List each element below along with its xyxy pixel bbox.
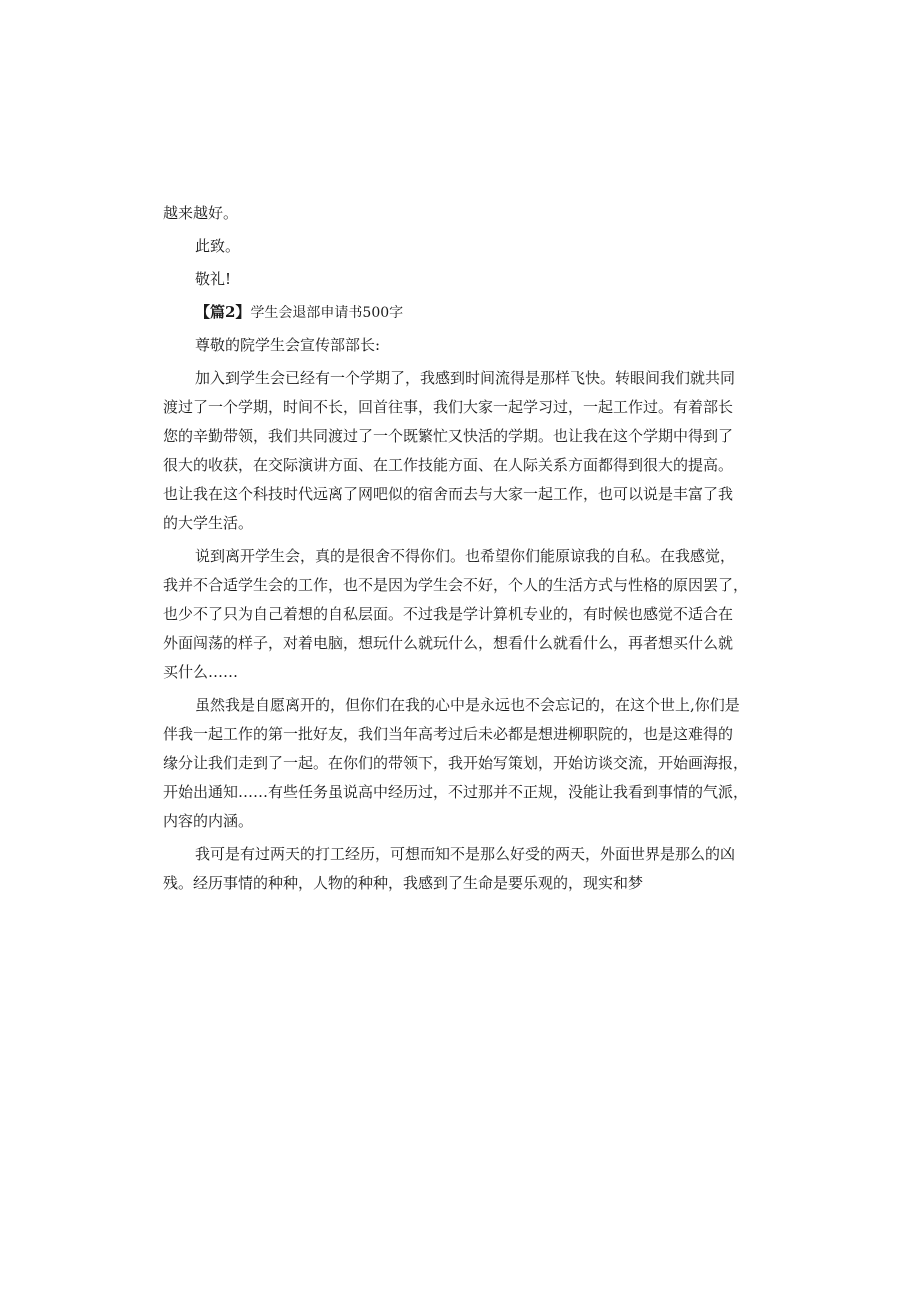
paragraph-line: 残。经历事情的种种，人物的种种，我感到了生命是要乐观的，现实和梦 <box>163 874 644 892</box>
paragraph-line: 开始出通知……有些任务虽说高中经历过，不过那并不正规，没能让我看到事情的气派， <box>163 783 749 801</box>
salutation-line: 此致。 <box>195 237 241 255</box>
salutation-line: 敬礼! <box>195 270 232 288</box>
paragraph-line: 很大的收获，在交际演讲方面、在工作技能方面、在人际关系方面都得到很大的提高。 <box>163 456 734 474</box>
closing-line: 越来越好。 <box>163 204 239 222</box>
section-title: 学生会退部申请书500字 <box>250 305 404 321</box>
paragraph-line: 加入到学生会已经有一个学期了，我感到时间流得是那样飞快。转眼间我们就共同 <box>195 369 736 387</box>
paragraph-line: 说到离开学生会，真的是很舍不得你们。也希望你们能原谅我的自私。在我感觉， <box>195 547 736 565</box>
paragraph-line: 渡过了一个学期，时间不长，回首往事，我们大家一起学习过，一起工作过。有着部长 <box>163 398 734 416</box>
paragraph-line: 外面闯荡的样子，对着电脑，想玩什么就玩什么，想看什么就看什么，再者想买什么就 <box>163 634 734 652</box>
paragraph-line: 内容的内涵。 <box>163 812 254 830</box>
paragraph-line: 也少不了只为自己着想的自私层面。不过我是学计算机专业的，有时候也感觉不适合在 <box>163 605 734 623</box>
paragraph-line: 我并不合适学生会的工作，也不是因为学生会不好，个人的生活方式与性格的原因罢了， <box>163 576 749 594</box>
section-heading <box>163 298 757 327</box>
paragraph-line: 伴我一起工作的第一批好友，我们当年高考过后未必都是想进柳职院的，也是这难得的 <box>163 725 734 743</box>
paragraph-line: 缘分让我们走到了一起。在你们的带领下，我开始写策划，开始访谈交流，开始画海报， <box>163 754 749 772</box>
paragraph <box>163 364 757 538</box>
paragraph-line: 的大学生活。 <box>163 514 254 532</box>
section-tag: 【篇2】 <box>195 303 251 321</box>
letter-greeting: 尊敬的院学生会宣传部部长: <box>195 336 381 354</box>
paragraph-line: 您的辛勤带领，我们共同渡过了一个既繁忙又快活的学期。也让我在这个学期中得到了 <box>163 427 734 445</box>
paragraph-line: 买什么…… <box>163 663 239 681</box>
document-body <box>163 199 757 898</box>
paragraph <box>163 840 757 898</box>
paragraph-line: 也让我在这个科技时代远离了网吧似的宿舍而去与大家一起工作，也可以说是丰富了我 <box>163 485 734 503</box>
paragraph-line: 我可是有过两天的打工经历，可想而知不是那么好受的两天，外面世界是那么的凶 <box>195 845 736 863</box>
paragraph-line: 虽然我是自愿离开的，但你们在我的心中是永远也不会忘记的，在这个世上,你们是 <box>195 696 740 714</box>
paragraph <box>163 691 757 836</box>
paragraph <box>163 542 757 687</box>
